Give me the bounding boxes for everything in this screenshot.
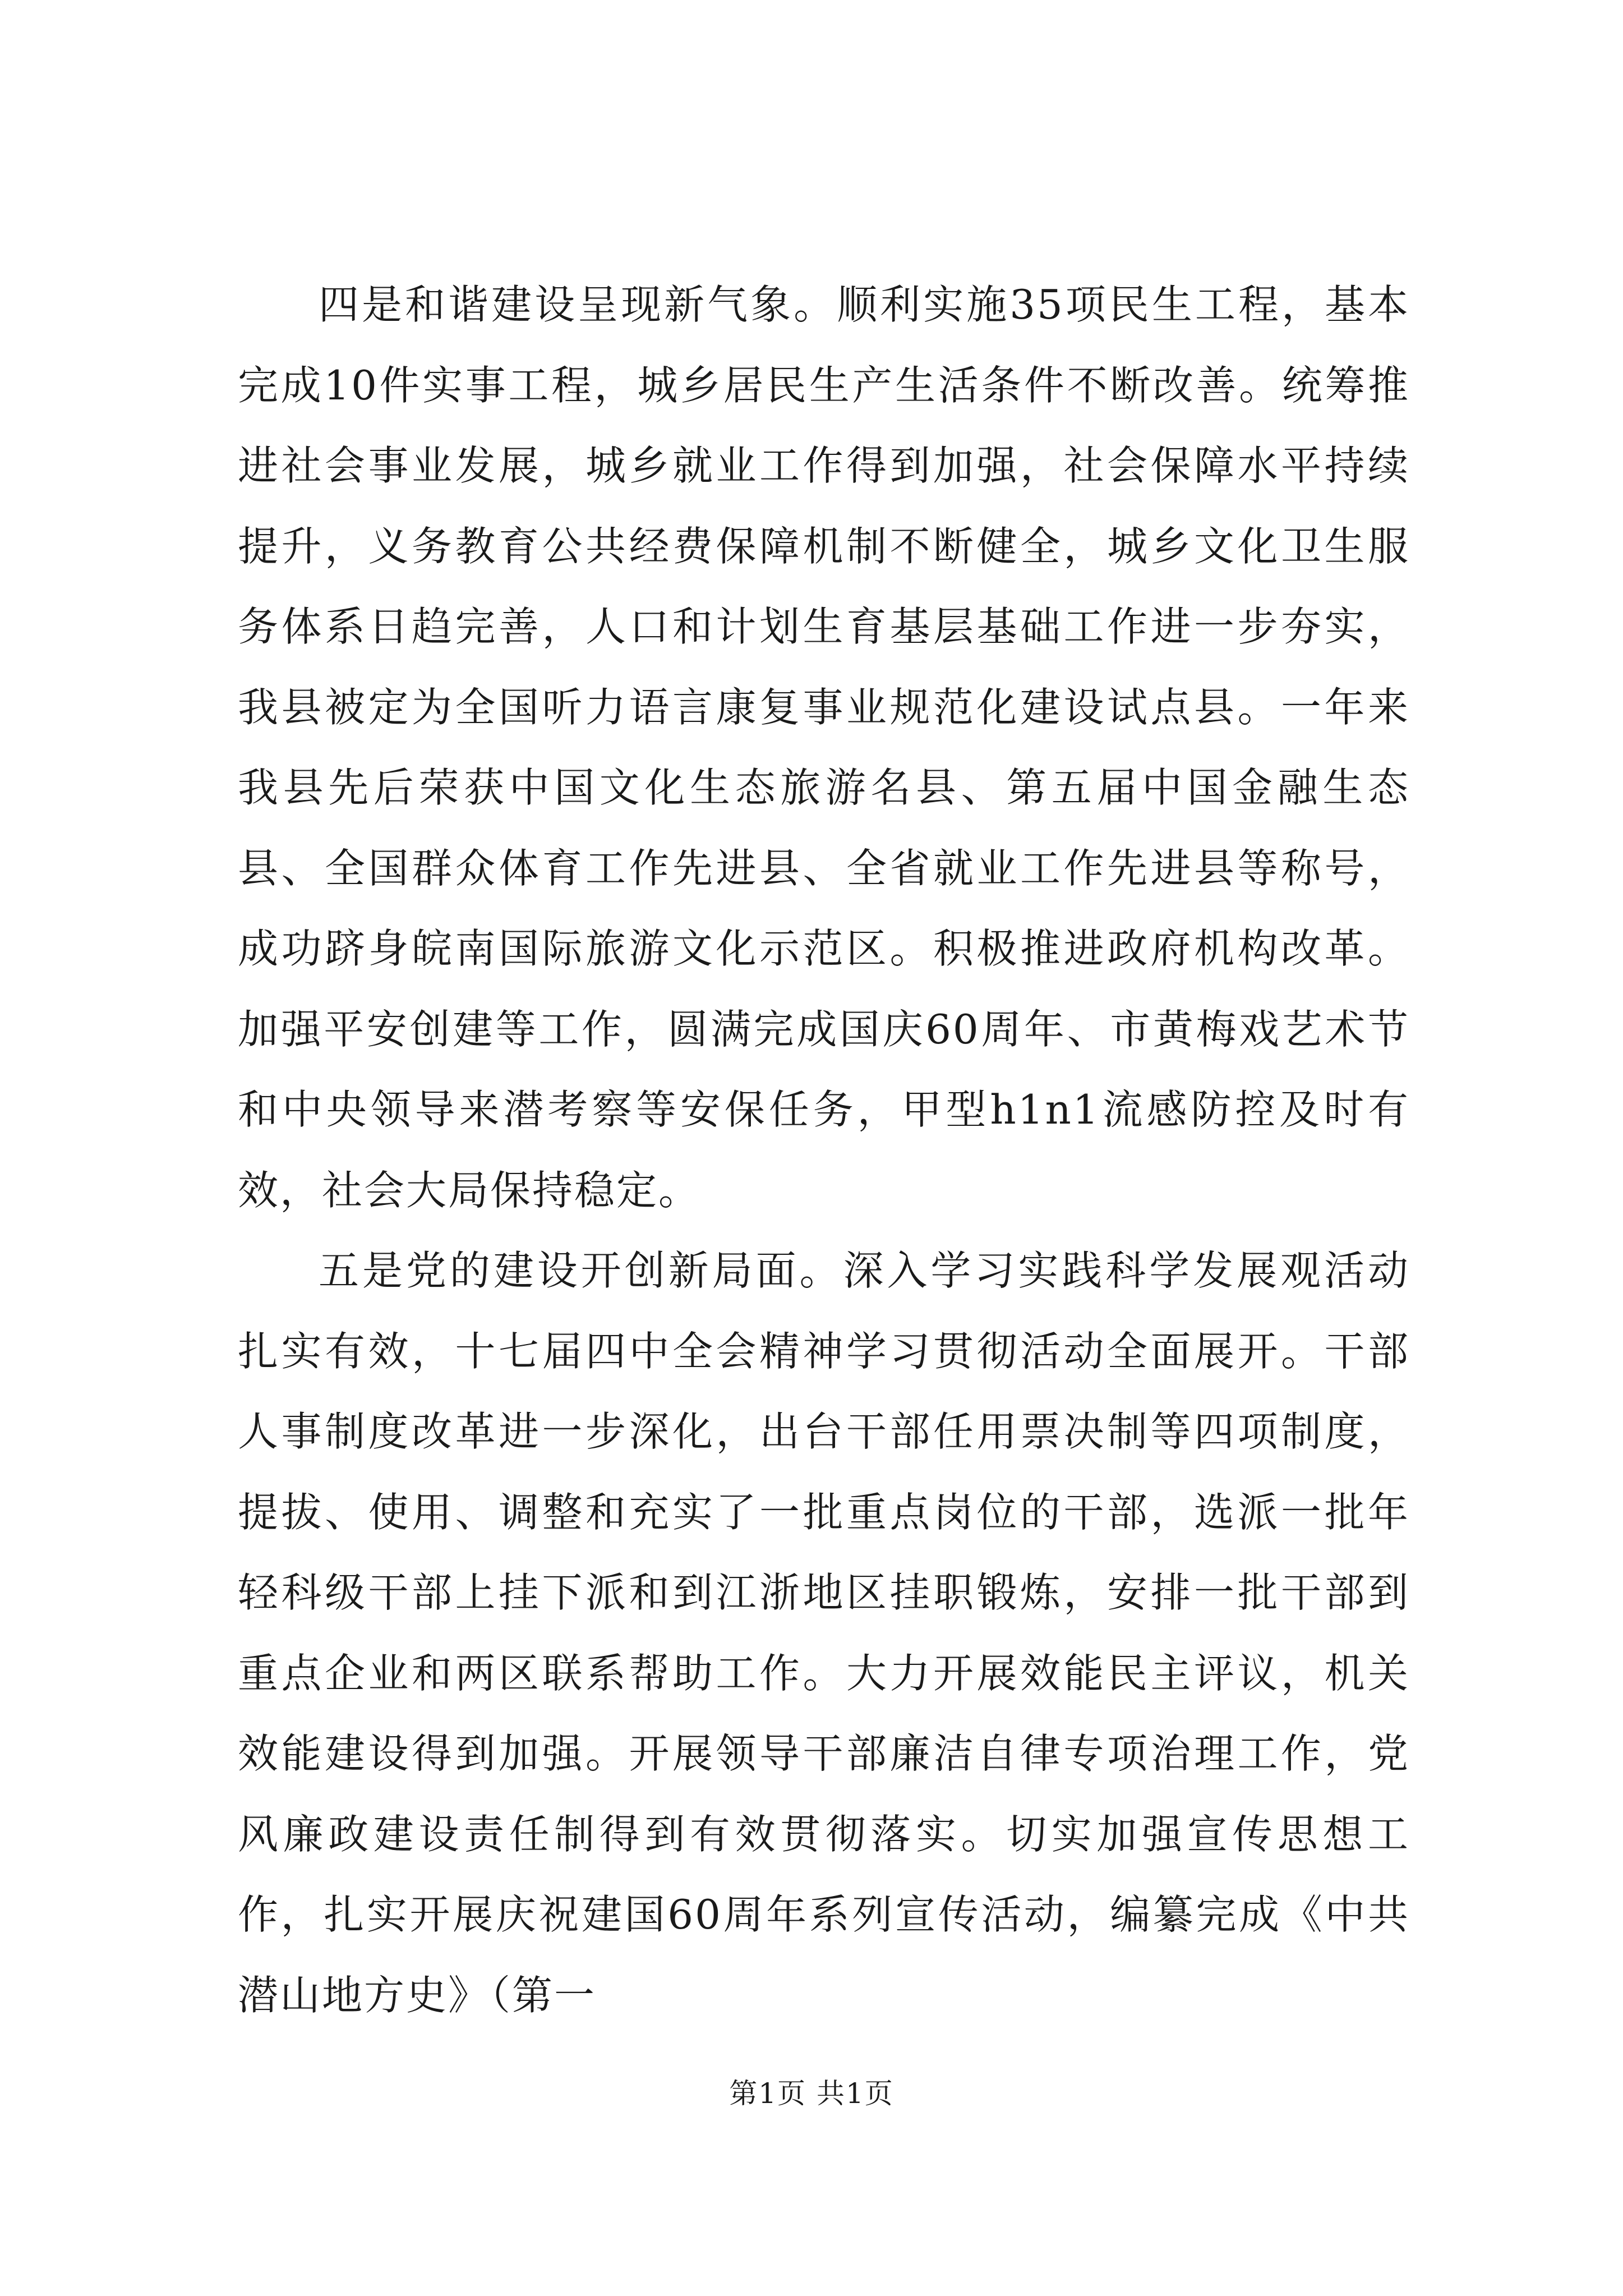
- document-body: [238, 265, 1410, 2036]
- page-footer: 第1页 共1页: [729, 2077, 894, 2110]
- paragraph-harmonious-construction: 四是和谐建设呈现新气象。顺利实施35项民生工程，基本完成10件实事工程，城乡居民生产生活条件不断改善。统筹推进社会事业发展，城乡就业工作得到加强，社会保障水平持续提升，义务教育公共经费保障机制不断健全，城乡文化卫生服务体系日趋完善，人口和计划生育基层基础工作进一步夯实，我县被定为全国听力语言康复事业规范化建设试点县。一年来我县先后荣获中国文化生态旅游名县、第五届中国金融生态县、全国群众体育工作先进县、全省就业工作先进县等称号，成功跻身皖南国际旅游文化示范区。积极推进政府机构改革。加强平安创建等工作，圆满完成国庆60周年、市黄梅戏艺术节和中央领导来潜考察等安保任务，甲型h1n1流感防控及时有效，社会大局保持稳定。: [238, 281, 1410, 1214]
- paragraph-party-building: 五是党的建设开创新局面。深入学习实践科学发展观活动扎实有效，十七届四中全会精神学习贯彻活动全面展开。干部人事制度改革进一步深化，出台干部任用票决制等四项制度，提拔、使用、调整和充实了一批重点岗位的干部，选派一批年轻科级干部上挂下派和到江浙地区挂职锻炼，安排一批干部到重点企业和两区联系帮助工作。大力开展效能民主评议，机关效能建设得到加强。开展领导干部廉洁自律专项治理工作，党风廉政建设责任制得到有效贯彻落实。切实加强宣传思想工作，扎实开展庆祝建国60周年系列宣传活动，编纂完成《中共潜山地方史》（第一: [238, 1247, 1410, 2019]
